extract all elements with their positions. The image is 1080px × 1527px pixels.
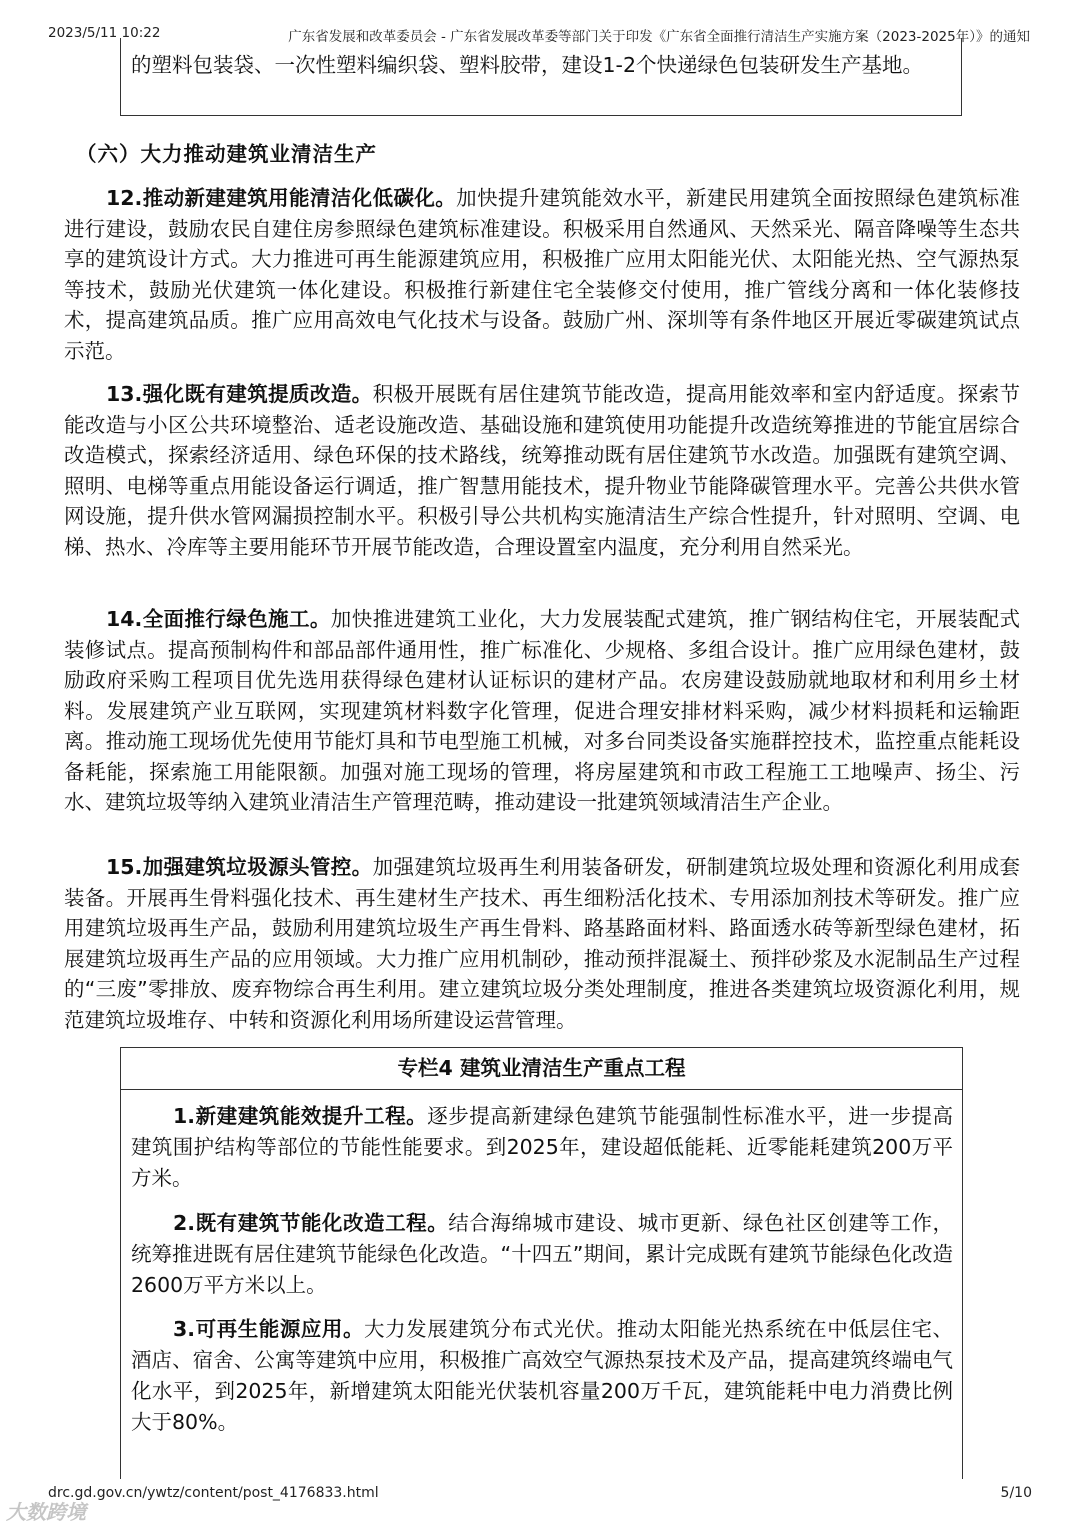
paragraph-lead: 12.推动新建建筑用能清洁化低碳化。 <box>106 186 457 210</box>
column-box-4 <box>120 1047 963 1479</box>
column-box-item-2 <box>131 1208 953 1301</box>
paragraph-text: 加快提升建筑能效水平，新建民用建筑全面按照绿色建筑标准进行建设，鼓励农民自建住房参照绿色建筑标准建设。积极采用自然通风、天然采光、隔音降噪等生态共享的建筑设计方式。大力推进可再生能源建筑应用，积极推广应用太阳能光伏、太阳能光热、空气源热泵等技术，鼓励光伏建筑一体化建设。积极推行新建住宅全装修交付使用，推广管线分离和一体化装修技术，提高建筑品质。推广应用高效电气化技术与设备。鼓励广州、深圳等有条件地区开展近零碳建筑试点示范。 <box>64 186 1020 363</box>
paragraph-lead: 13.强化既有建筑提质改造。 <box>106 382 373 406</box>
watermark: 大数跨境 <box>6 1500 86 1524</box>
paragraph-15 <box>64 852 1020 1035</box>
item-lead: 3.可再生能源应用。 <box>173 1317 365 1341</box>
paragraph-lead: 15.加强建筑垃圾源头管控。 <box>106 855 373 879</box>
item-lead: 2.既有建筑节能化改造工程。 <box>173 1211 449 1235</box>
footer-url: drc.gd.gov.cn/ywtz/content/post_4176833.html <box>48 1485 379 1501</box>
column-box-item-1 <box>131 1101 953 1194</box>
continued-box <box>120 38 962 116</box>
paragraph-text: 加快推进建筑工业化，大力发展装配式建筑，推广钢结构住宅，开展装配式装修试点。提高预制构件和部品部件通用性，推广标准化、少规格、多组合设计。推广应用绿色建材，鼓励政府采购工程项目优先选用获得绿色建材认证标识的建材产品。农房建设鼓励就地取材和利用乡土材料。发展建筑产业互联网，实现建筑材料数字化管理，促进合理安排材料采购，减少材料损耗和运输距离。推动施工现场优先使用节能灯具和节电型施工机械，对多台同类设备实施群控技术，监控重点能耗设备耗能，探索施工用能限额。加强对施工现场的管理，将房屋建筑和市政工程施工工地噪声、扬尘、污水、建筑垃圾等纳入建筑业清洁生产管理范畴，推动建设一批建筑领域清洁生产企业。 <box>64 607 1020 814</box>
paragraph-12 <box>64 183 1020 366</box>
item-lead: 1.新建建筑能效提升工程。 <box>173 1104 428 1128</box>
item-text: 结合海绵城市建设、城市更新、绿色社区创建等工作，统筹推进既有居住建筑节能绿色化改造。“十四五”期间，累计完成既有建筑节能绿色化改造2600万平方米以上。 <box>131 1211 954 1297</box>
section-heading: （六）大力推动建筑业清洁生产 <box>76 142 377 166</box>
footer-page-number: 5/10 <box>1000 1485 1032 1501</box>
paragraph-13 <box>64 379 1020 562</box>
paragraph-text: 加强建筑垃圾再生利用装备研发，研制建筑垃圾处理和资源化利用成套装备。开展再生骨料强化技术、再生建材生产技术、再生细粉活化技术、专用添加剂技术等研发。推广应用建筑垃圾再生产品，鼓励利用建筑垃圾生产再生骨料、路基路面材料、路面透水砖等新型绿色建材，拓展建筑垃圾再生产品的应用领域。大力推广应用机制砂，推动预拌混凝土、预拌砂浆及水泥制品生产过程的“三废”零排放、废弃物综合再生利用。建立建筑垃圾分类处理制度，推进各类建筑垃圾资源化利用，规范建筑垃圾堆存、中转和资源化利用场所建设运营管理。 <box>64 855 1020 1032</box>
paragraph-14 <box>64 604 1020 818</box>
item-text: 大力发展建筑分布式光伏。推动太阳能光热系统在中低层住宅、酒店、宿舍、公寓等建筑中应用，积极推广高效空气源热泵技术及产品，提高建筑终端电气化水平，到2025年，新增建筑太阳能光伏装机容量200万千瓦，建筑能耗中电力消费比例大于80%。 <box>131 1317 953 1434</box>
item-text: 逐步提高新建绿色建筑节能强制性标准水平，进一步提高建筑围护结构等部位的节能性能要求。到2025年，建设超低能耗、近零能耗建筑200万平方米。 <box>131 1104 953 1190</box>
column-box-title: 专栏4 建筑业清洁生产重点工程 <box>121 1048 962 1090</box>
continued-box-text: 的塑料包装袋、一次性塑料编织袋、塑料胶带，建设1-2个快递绿色包装研发生产基地。 <box>131 53 923 77</box>
paragraph-lead: 14.全面推行绿色施工。 <box>106 607 331 631</box>
print-page-title: 广东省发展和改革委员会 - 广东省发展改革委等部门关于印发《广东省全面推行清洁生产实施方案（2023-2025年）》的通知 <box>288 29 1030 45</box>
column-box-item-3 <box>131 1314 953 1438</box>
paragraph-text: 积极开展既有居住建筑节能改造，提高用能效率和室内舒适度。探索节能改造与小区公共环境整治、适老设施改造、基础设施和建筑使用功能提升改造统筹推进的节能宜居综合改造模式，探索经济适用、绿色环保的技术路线，统筹推动既有居住建筑节水改造。加强既有建筑空调、照明、电梯等重点用能设备运行调适，推广智慧用能技术，提升物业节能降碳管理水平。完善公共供水管网设施，提升供水管网漏损控制水平。积极引导公共机构实施清洁生产综合性提升，针对照明、空调、电梯、热水、冷库等主要用能环节开展节能改造，合理设置室内温度，充分利用自然采光。 <box>64 382 1020 559</box>
print-datetime: 2023/5/11 10:22 <box>48 25 161 41</box>
